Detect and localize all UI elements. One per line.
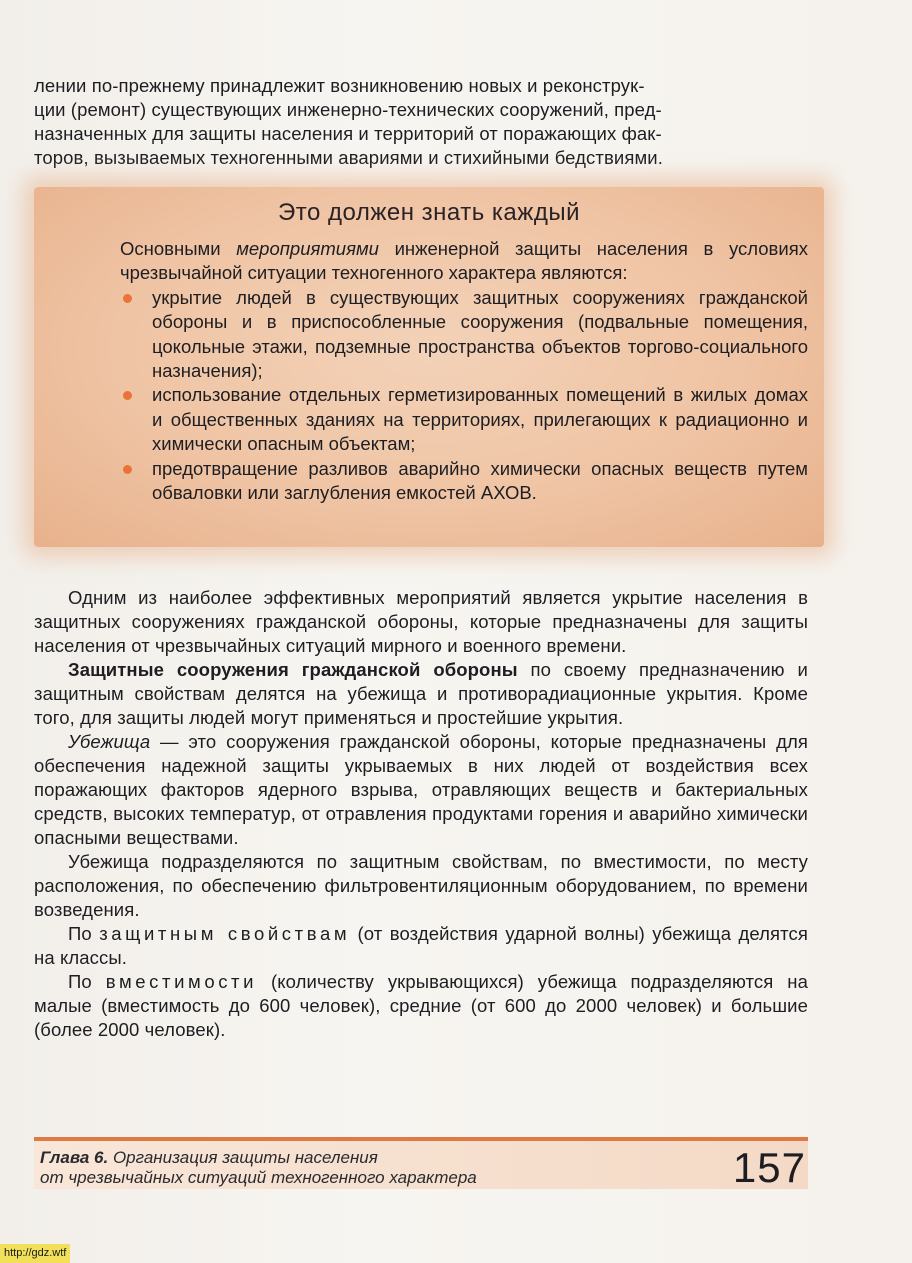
running-footer — [40, 1148, 600, 1188]
list-item-text: предотвращение разливов аварийно химически опасных веществ путем обваловки или заглубления емкостей АХОВ. — [152, 457, 808, 504]
paragraph-text: по своему предназначению и защитным свойствам делятся на убежища и противорадиационные укрытия. Кроме того, для защиты людей могут применяться и простейшие укрытия. — [34, 659, 808, 728]
lead-text: инженерной защиты населения в условиях чрезвычайной ситуации техногенного характера являются: — [120, 238, 808, 284]
spaced-term: защитным свойствам — [99, 923, 351, 944]
bullet-icon — [123, 465, 132, 474]
paragraph — [34, 658, 808, 730]
lead-italic-term: мероприятиями — [236, 238, 379, 259]
watermark-link[interactable]: http://gdz.wtf — [0, 1244, 70, 1263]
chapter-label: Глава 6. — [40, 1148, 109, 1167]
bullet-icon — [123, 294, 132, 303]
paragraph-text: (от воздействия ударной волны) убежища делятся на классы. — [34, 923, 808, 968]
paragraph — [34, 922, 808, 970]
info-box-content — [120, 237, 808, 505]
bullet-icon — [123, 391, 132, 400]
info-box — [34, 187, 824, 547]
list-item-text: укрытие людей в существующих защитных сооружениях гражданской обороны и в приспособленные сооружения (подвальные помещения, цокольные этажи, подземные пространства объектов торгово-социального назначения); — [152, 286, 808, 382]
chapter-title-line1: Организация защиты населения — [108, 1148, 378, 1167]
list-item-text: использование отдельных герметизированных помещений в жилых домах и общественных зданиях на территориях, прилегающих к радиационно и химически опасным объектам; — [152, 384, 808, 455]
paragraph-text: По — [68, 923, 100, 944]
italic-term: Убежища — [68, 731, 151, 752]
intro-line: лении по-прежнему принадлежит возникновению новых и реконструк- — [34, 75, 645, 96]
chapter-title-line2: от чрезвычайных ситуаций техногенного характера — [40, 1168, 477, 1187]
paragraph-text: По — [68, 971, 106, 992]
info-box-title: Это должен знать каждый — [278, 199, 580, 226]
body-text — [34, 586, 808, 1042]
intro-line: торов, вызываемых техногенными авариями и стихийными бедствиями. — [34, 147, 663, 168]
list-item — [120, 286, 808, 384]
intro-line: назначенных для защиты населения и территорий от поражающих фак- — [34, 123, 662, 144]
bold-term: Защитные сооружения гражданской обороны — [68, 659, 518, 680]
paragraph-text: — это сооружения гражданской обороны, которые предназначены для обеспечения надежной защиты укрываемых в них людей от воздействия всех поражающих факторов ядерного взрыва, отравляющих веществ и бактериальных средств, высоких температур, от отравления продуктами горения и аварийно химически опасными веществами. — [34, 731, 808, 848]
paragraph: Одним из наиболее эффективных мероприятий является укрытие населения в защитных сооружениях гражданской обороны, которые предназначены для защиты населения от чрезвычайных ситуаций мирного и военного времени. — [34, 587, 808, 656]
measures-list — [120, 286, 808, 506]
page-number: 157 — [732, 1144, 806, 1191]
paragraph: Убежища подразделяются по защитным свойствам, по вместимости, по месту расположения, по обеспечению фильтровентиляционным оборудованием, по времени возведения. — [34, 851, 808, 920]
paragraph — [34, 970, 808, 1042]
intro-paragraph — [34, 74, 808, 170]
lead-text: Основными — [120, 238, 237, 259]
intro-line: ции (ремонт) существующих инженерно-технических сооружений, пред- — [34, 99, 662, 120]
paragraph-text: (количеству укрывающихся) убежища подразделяются на малые (вместимость до 600 человек), средние (от 600 до 2000 человек) и большие (более 2000 человек). — [34, 971, 808, 1040]
list-item — [120, 457, 808, 506]
info-box-lead — [120, 237, 808, 286]
list-item — [120, 383, 808, 456]
spaced-term: вместимости — [105, 971, 258, 992]
paragraph — [34, 730, 808, 850]
